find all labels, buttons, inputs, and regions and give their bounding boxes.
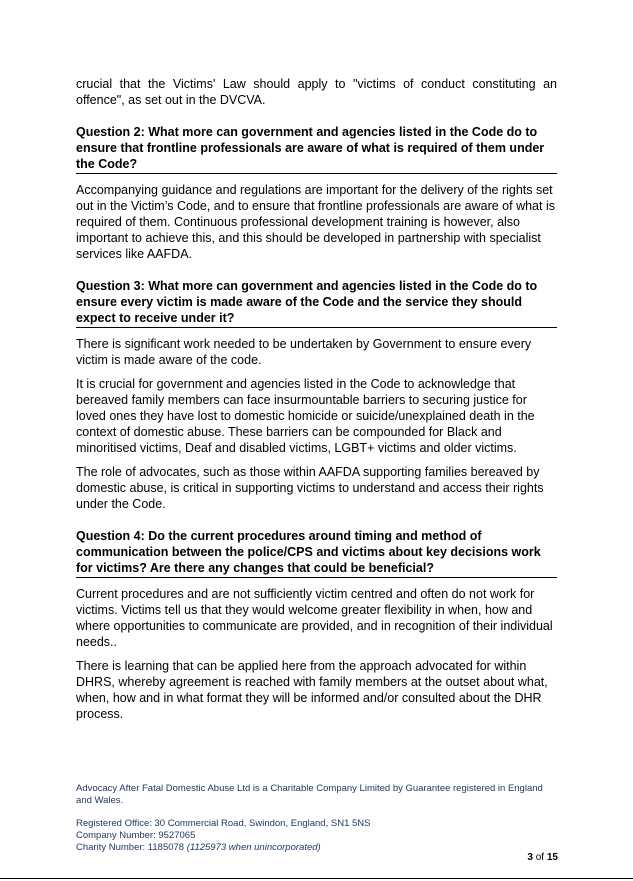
intro-paragraph: crucial that the Victims' Law should apply to "victims of conduct constituting an offence", as set out in the DVCVA. — [76, 77, 557, 107]
page-number — [527, 852, 558, 863]
bottom-rule — [0, 878, 633, 879]
question-4-heading: Question 4: Do the current procedures around timing and method of communication between the police/CPS and victims about key decisions work for victims? Are there any changes that could be beneficial? — [76, 528, 557, 578]
footer-company-number: Company Number: 9527065 — [76, 830, 196, 841]
question-3-answer-2: It is crucial for government and agencies listed in the Code to acknowledge that bereaved family members can face insurmountable barriers to securing justice for loved ones they have lost to domestic homicide or suicide/unexplained death in the context of domestic abuse. These barriers can be compounded for Black and minoritised victims, Deaf and disabled victims, LGBT+ victims and older victims. — [76, 377, 535, 455]
footer-registered-office: Registered Office: 30 Commercial Road, Swindon, England, SN1 5NS — [76, 818, 371, 829]
footer-company-statement: Advocacy After Fatal Domestic Abuse Ltd is a Charitable Company Limited by Guarantee registered in England and Wales. — [76, 783, 543, 806]
footer-charity-line — [76, 842, 558, 854]
page-footer — [76, 783, 558, 854]
page-total: 15 — [546, 852, 558, 863]
page-of: of — [535, 852, 545, 863]
question-3-answer-3: The role of advocates, such as those within AAFDA supporting families bereaved by domestic abuse, is critical in supporting victims to understand and access their rights under the Code. — [76, 465, 544, 511]
question-3-heading: Question 3: What more can government and agencies listed in the Code do to ensure every victim is made aware of the Code and the service they should expect to receive under it? — [76, 278, 557, 328]
question-2-answer: Accompanying guidance and regulations are important for the delivery of the rights set out in the Victim’s Code, and to ensure that frontline professionals are aware of what is required of them. Continuous professional development training is however, also important to achieve this, and this should be developed in partnership with specialist services like AAFDA. — [76, 183, 555, 261]
document-body — [76, 76, 557, 730]
footer-charity-note: (1125973 when unincorporated) — [186, 842, 321, 853]
question-2-heading: Question 2: What more can government and agencies listed in the Code do to ensure that frontline professionals are aware of what is required of them under the Code? — [76, 124, 557, 174]
page-current: 3 — [527, 852, 533, 863]
question-4-answer-1: Current procedures and are not sufficiently victim centred and often do not work for victims. Victims tell us that they would welcome greater flexibility in when, how and where opportunities to communicate are provided, and in recognition of their individual needs.. — [76, 587, 553, 649]
footer-charity-number: Charity Number: 1185078 — [76, 842, 185, 853]
question-3-answer-1: There is significant work needed to be undertaken by Government to ensure every victim is made aware of the code. — [76, 337, 532, 367]
question-4-answer-2: There is learning that can be applied here from the approach advocated for within DHRS, whereby agreement is reached with family members at the outset about what, when, how and in what format they will be informed and/or consulted about the DHR process. — [76, 659, 548, 721]
